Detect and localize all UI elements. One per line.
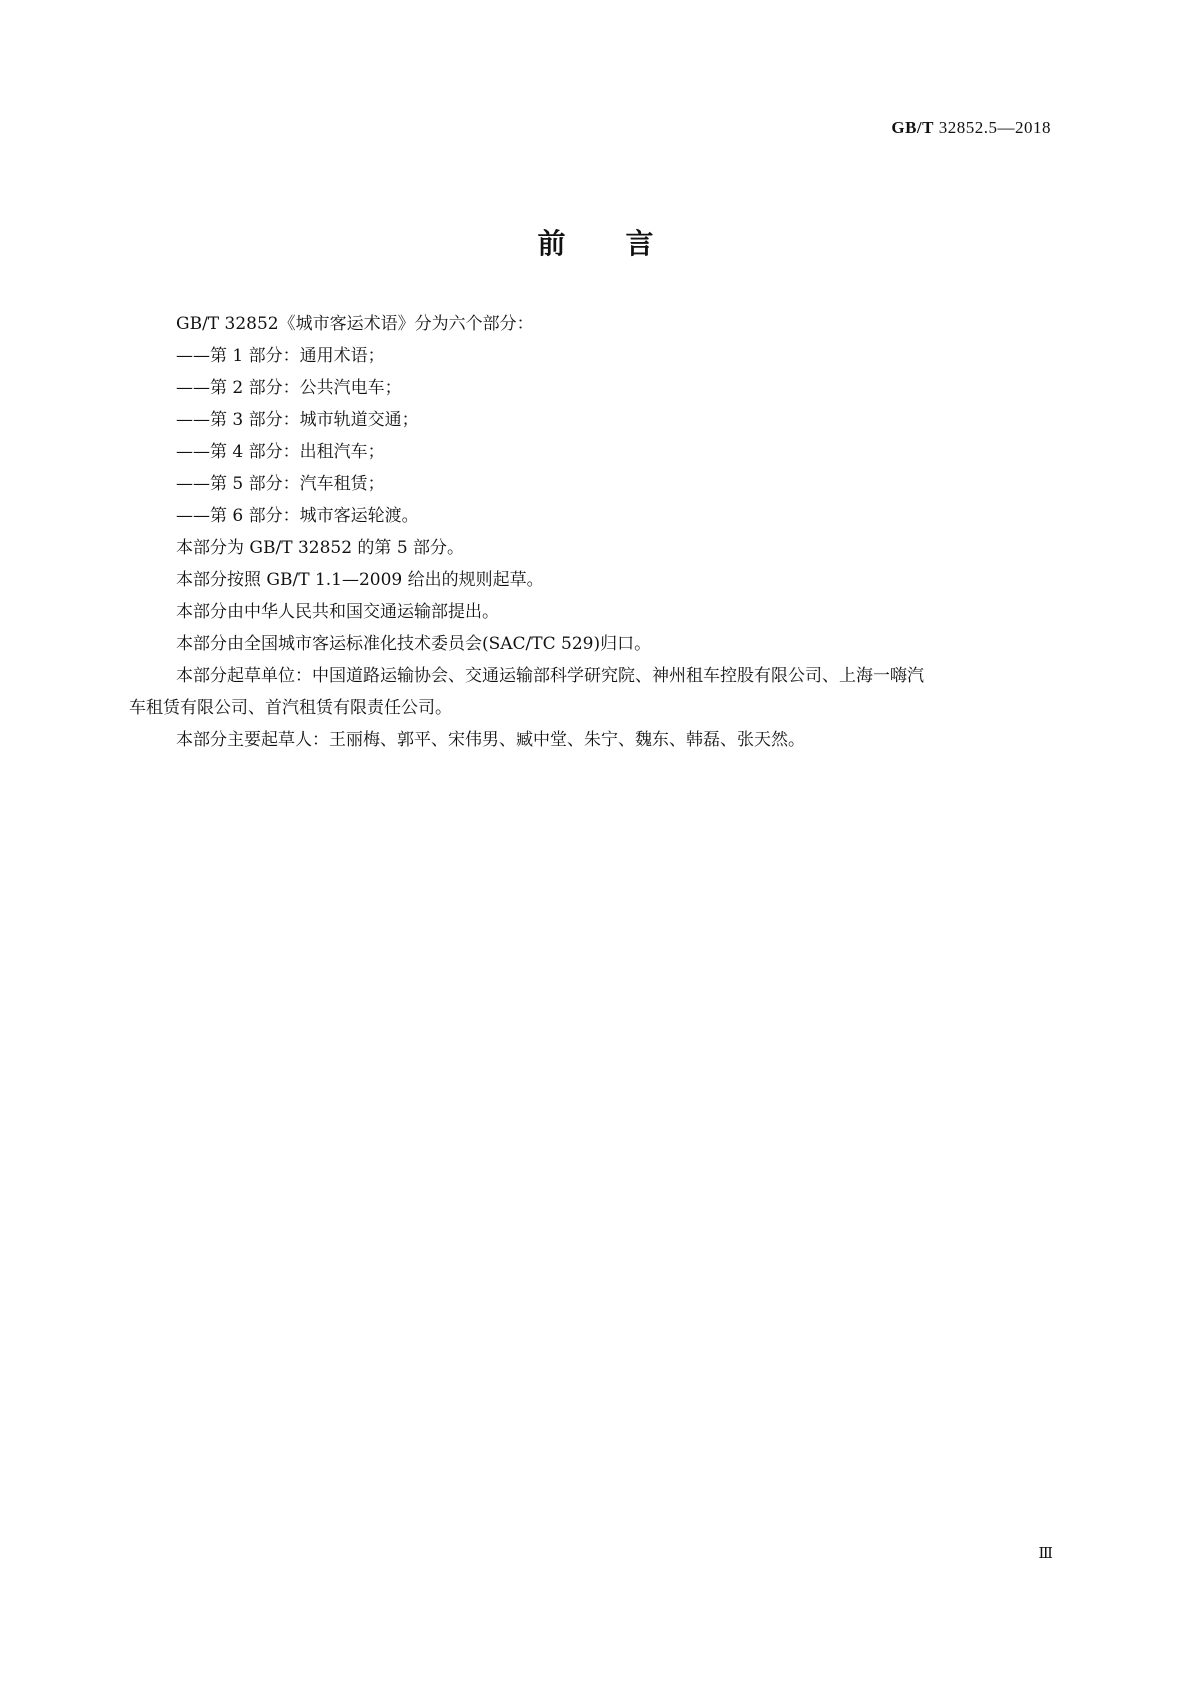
page-number: Ⅲ <box>1038 1546 1053 1562</box>
standard-number <box>891 118 1051 138</box>
part-list-item: ——第 6 部分：城市客运轮渡。 <box>176 506 419 526</box>
standard-code: 32852.5—2018 <box>938 118 1051 137</box>
intro-paragraph: GB/T 32852《城市客运术语》分为六个部分： <box>176 314 534 334</box>
drafting-units-line1: 本部分起草单位：中国道路运输协会、交通运输部科学研究院、神州租车控股有限公司、上海一嗨汽 <box>176 666 924 686</box>
part-list-item: ——第 3 部分：城市轨道交通； <box>176 410 419 430</box>
drafting-units-paragraph <box>129 660 1056 724</box>
standard-prefix: GB/T <box>891 118 934 137</box>
drafting-units-line2: 车租赁有限公司、首汽租赁有限责任公司。 <box>129 698 452 718</box>
committee-paragraph: 本部分由全国城市客运标准化技术委员会(SAC/TC 529)归口。 <box>176 634 652 654</box>
page-title: 前言 <box>537 227 714 260</box>
drafting-rules-paragraph: 本部分按照 GB/T 1.1—2009 给出的规则起草。 <box>176 570 544 590</box>
part-list-item: ——第 1 部分：通用术语； <box>176 346 385 366</box>
part-scope-paragraph: 本部分为 GB/T 32852 的第 5 部分。 <box>176 538 465 558</box>
part-list-item: ——第 4 部分：出租汽车； <box>176 442 385 462</box>
proposer-paragraph: 本部分由中华人民共和国交通运输部提出。 <box>176 602 499 622</box>
foreword-body <box>129 308 1056 756</box>
part-list-item: ——第 2 部分：公共汽电车； <box>176 378 402 398</box>
drafters-paragraph: 本部分主要起草人：王丽梅、郭平、宋伟男、臧中堂、朱宁、魏东、韩磊、张天然。 <box>176 730 805 750</box>
part-list-item: ——第 5 部分：汽车租赁； <box>176 474 385 494</box>
